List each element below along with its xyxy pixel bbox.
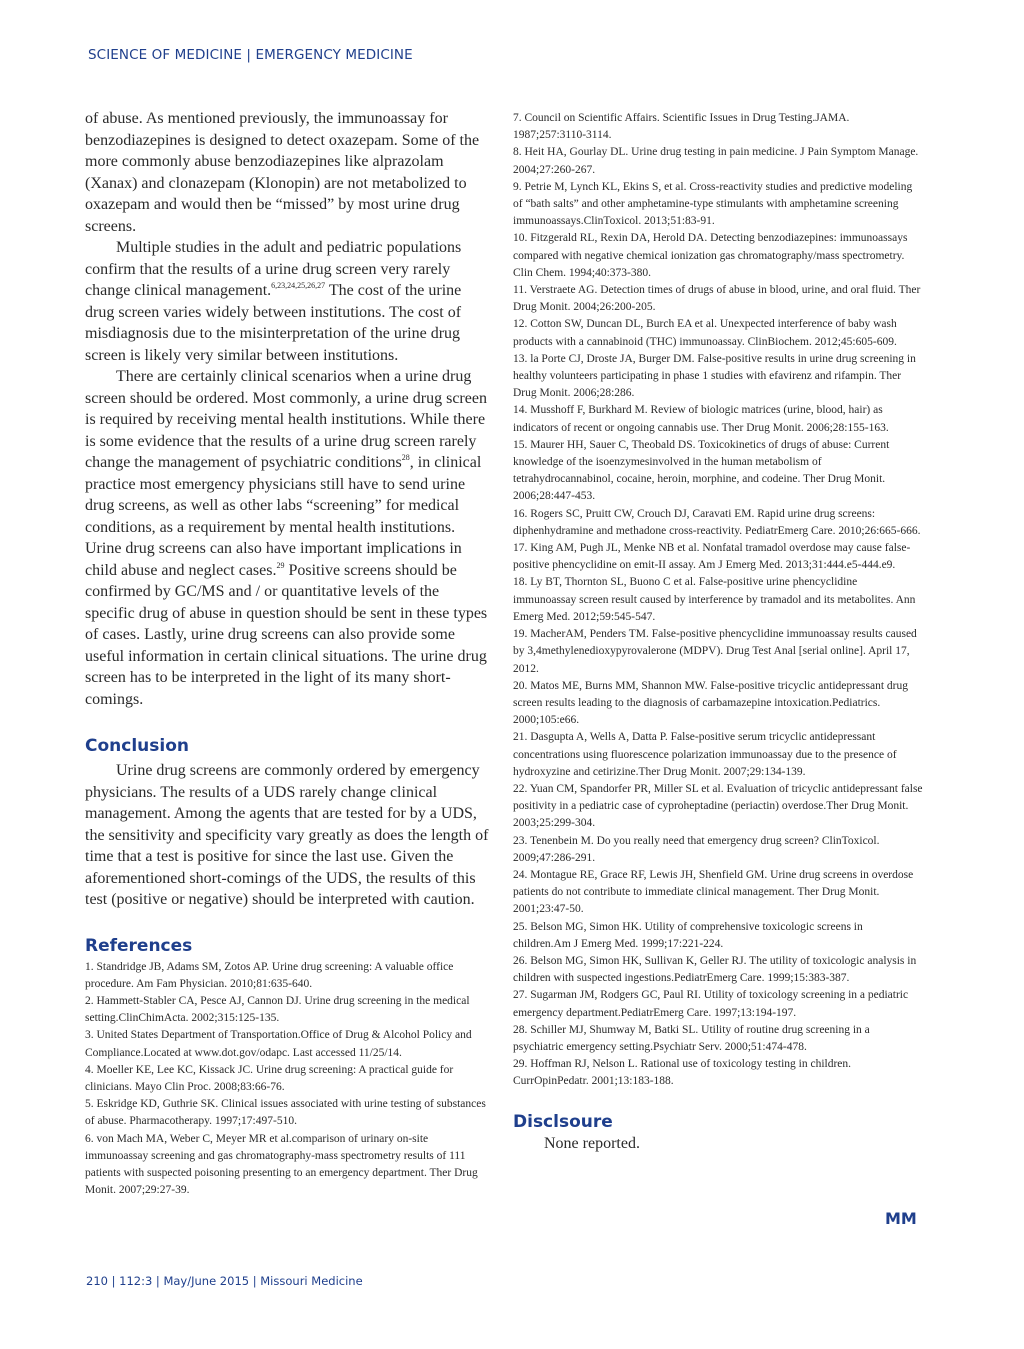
- reference-list-left: [85, 959, 490, 1200]
- reference-item: 24. Montague RE, Grace RF, Lewis JH, Shenfield GM. Urine drug screens in overdose patients do not contribute to immediate clinical management. Ther Drug Monit. 2001;23:47-50.: [513, 868, 914, 916]
- disclosure-text: None reported.: [544, 1134, 640, 1152]
- reference-item: 27. Sugarman JM, Rodgers GC, Paul RI. Utility of toxicology screening in a pediatric emergency department.PediatrEmerg Care. 1997;13:194-197.: [513, 989, 909, 1019]
- reference-item: 25. Belson MG, Simon HK. Utility of comprehensive toxicologic screens in children.Am J Emerg Med. 1999;17:221-224.: [513, 920, 863, 950]
- reference-item: 28. Schiller MJ, Shumway M, Batki SL. Utility of routine drug screening in a psychiatric emergency setting.Psychiatr Serv. 2000;51:474-478.: [513, 1023, 870, 1053]
- reference-item: 12. Cotton SW, Duncan DL, Burch EA et al. Unexpected interference of baby wash products with a cannabinoid (THC) immunoassay. ClinBiochem. 2012;45:605-609.: [513, 318, 897, 348]
- conclusion-paragraph: Urine drug screens are commonly ordered by emergency physicians. The results of a UDS rarely change clinical management. Among the agents that are tested for by a UDS, the sensitivity and specificity vary greatly as does the length of time that a test is positive for since the last use. Given the aforementioned short-comings of the UDS, the results of this test (positive or negative) should be interpreted with caution.: [85, 762, 489, 908]
- paragraph-text: The cost of the urine drug screen varies widely between institutions. The cost of misdiagnosis due to the misinterpretation of the urine drug screen is likely very similar between institutions.: [85, 282, 462, 364]
- paragraph-text: There are certainly clinical scenarios when a urine drug screen should be ordered. Most commonly, a urine drug screen is required by receiving mental health institutions. While there is some evidence that the results of a urine drug screen rarely change the management of psychiatric conditions: [85, 368, 487, 471]
- reference-item: 8. Heit HA, Gourlay DL. Urine drug testing in pain medicine. J Pain Symptom Manage. 2004;27:260-267.: [513, 146, 919, 176]
- disclosure-heading: Disclsoure: [513, 1111, 613, 1132]
- reference-item: 2. Hammett-Stabler CA, Pesce AJ, Cannon DJ. Urine drug screening in the medical setting.ClinChimActa. 2002;315:125-135.: [85, 994, 470, 1025]
- citation-superscript: 28: [401, 453, 410, 462]
- reference-item: 5. Eskridge KD, Guthrie SK. Clinical issues associated with urine testing of substances of abuse. Pharmacotherapy. 1997;17:497-510.: [85, 1098, 486, 1128]
- reference-item: 9. Petrie M, Lynch KL, Ekins S, et al. Cross-reactivity studies and predictive modeling of “bath salts” and other amphetamine-type stimulants with amphetamine screening immunoassays.ClinToxicol. 2013;51:83-91.: [513, 180, 913, 228]
- running-head: SCIENCE OF MEDICINE | EMERGENCY MEDICINE: [88, 47, 413, 63]
- reference-item: 21. Dasgupta A, Wells A, Datta P. False-positive serum tricyclic antidepressant concentrations using fluorescence polarization immunoassay due to the presence of hydroxyzine and cetirizine.Ther Drug Monit. 2007;29:134-139.: [513, 731, 897, 778]
- left-column: [85, 108, 490, 1199]
- reference-item: 22. Yuan CM, Spandorfer PR, Miller SL et al. Evaluation of tricyclic antidepressant false positivity in a pediatric case of cyproheptadine (periactin) overdose.Ther Drug Monit. 2003;25:299-304.: [513, 782, 923, 830]
- body-paragraph: [85, 366, 490, 710]
- paragraph-text: Positive screens should be confirmed by GC/MS and / or quantitative levels of the specific drug of abuse in question should be sent in these types of cases. Lastly, urine drug screens can also provide some useful information in certain clinical situations. The urine drug screen has to be interpreted in the light of its many short-comings.: [85, 561, 488, 708]
- reference-item: 26. Belson MG, Simon HK, Sullivan K, Geller RJ. The utility of toxicologic analysis in children with suspected ingestions.PediatrEmerg Care. 1999;15:383-387.: [513, 954, 917, 985]
- reference-item: 17. King AM, Pugh JL, Menke NB et al. Nonfatal tramadol overdose may cause false-positive phencyclidine on emit-II assay. Am J Emerg Med. 2013;31:444.e5-444.e9.: [513, 542, 911, 572]
- reference-item: 23. Tenenbein M. Do you really need that emergency drug screen? ClinToxicol. 2009;47:286-291.: [513, 834, 880, 864]
- page-footer: 210 | 112:3 | May/June 2015 | Missouri Medicine: [86, 1274, 363, 1288]
- reference-item: 7. Council on Scientific Affairs. Scientific Issues in Drug Testing.JAMA. 1987;257:3110-3114.: [513, 112, 850, 142]
- reference-item: 16. Rogers SC, Pruitt CW, Crouch DJ, Caravati EM. Rapid urine drug screens: diphenhydramine and methadone cross-reactivity. PediatrEmerg Care. 2010;26:665-666.: [513, 507, 921, 537]
- reference-item: 29. Hoffman RJ, Nelson L. Rational use of toxicology testing in children. CurrOpinPedatr. 2001;13:183-188.: [513, 1058, 852, 1088]
- reference-item: 1. Standridge JB, Adams SM, Zotos AP. Urine drug screening: A valuable office procedure. Am Fam Physician. 2010;81:635-640.: [85, 960, 454, 990]
- reference-item: 19. MacherAM, Penders TM. False-positive phencyclidine immunoassay results caused by 3,4methylenedioxypyrovalerone (MDPV). Drug Test Anal [serial online]. April 17, 2012.: [513, 628, 917, 675]
- reference-item: 3. United States Department of Transportation.Office of Drug & Alcohol Policy and Compliance.Located at www.dot.gov/odapc. Last accessed 11/25/14.: [85, 1029, 472, 1059]
- references-heading: References: [85, 935, 193, 956]
- reference-item: 14. Musshoff F, Burkhard M. Review of biologic matrices (urine, blood, hair) as indicators of recent or ongoing cannabis use. Ther Drug Monit. 2006;28:155-163.: [513, 404, 889, 434]
- reference-item: 15. Maurer HH, Sauer C, Theobald DS. Toxicokinetics of drugs of abuse: Current knowledge of the isoenzymesinvolved in the human metabolism of tetrahydrocannabinol, cocaine, heroin, morphine, and codeine. Ther Drug Monit. 2006;28:447-453.: [513, 438, 890, 503]
- reference-item: 13. la Porte CJ, Droste JA, Burger DM. False-positive results in urine drug screening in healthy volunteers participating in phase 1 studies with efavirenz and rifampin. Ther Drug Monit. 2006;28:286.: [513, 352, 916, 400]
- reference-item: 10. Fitzgerald RL, Rexin DA, Herold DA. Detecting benzodiazepines: immunoassays compared with negative chemical ionization gas chromatography/mass spectrometry. Clin Chem. 1994;40:373-380.: [513, 232, 908, 279]
- reference-item: 4. Moeller KE, Lee KC, Kissack JC. Urine drug screening: A practical guide for clinicians. Mayo Clin Proc. 2008;83:66-76.: [85, 1063, 454, 1093]
- citation-superscript: 6,23,24,25,26,27: [271, 281, 326, 290]
- missouri-medicine-logo: MM: [885, 1209, 917, 1228]
- reference-list-right: [513, 110, 923, 1091]
- reference-item: 11. Verstraete AG. Detection times of drugs of abuse in blood, urine, and oral fluid. Ther Drug Monit. 2004;26:200-205.: [513, 284, 921, 314]
- right-column: [513, 110, 923, 1154]
- body-paragraph: of abuse. As mentioned previously, the immunoassay for benzodiazepines is designed to detect oxazepam. Some of the more commonly abuse benzodiazepines like alprazolam (Xanax) and clonazepam (Klonopin) are not metabolized to oxazepam and would then be “missed” by most urine drug screens.: [85, 110, 480, 235]
- paragraph-text: Multiple studies in the adult and pediatric populations confirm that the results of a urine drug screen very rarely change clinical management.: [85, 239, 462, 299]
- paragraph-text: , in clinical practice most emergency physicians still have to send urine drug screens, as well as other labs “screening” for medical conditions, as a requirement by mental health institutions. Urine drug screens can also have important implications in child abuse and neglect cases.: [85, 454, 482, 579]
- citation-superscript: 29: [276, 560, 285, 570]
- body-paragraph: [85, 237, 490, 366]
- reference-item: 20. Matos ME, Burns MM, Shannon MW. False-positive tricyclic antidepressant drug screen results leading to the diagnosis of carbamazepine intoxication.Pediatrics. 2000;105:e66.: [513, 679, 909, 727]
- conclusion-heading: Conclusion: [85, 736, 189, 756]
- reference-item: 6. von Mach MA, Weber C, Meyer MR et al.comparison of urinary on-site immunoassay screening and gas chromatography-mass spectrometry results of 111 patients with suspected poisoning presenting to an emergency department. Ther Drug Monit. 2007;29:27-39.: [85, 1132, 478, 1197]
- reference-item: 18. Ly BT, Thornton SL, Buono C et al. False-positive urine phencyclidine immunoassay screen result caused by interference by tramadol and its metabolites. Ann Emerg Med. 2012;59:545-547.: [513, 576, 916, 623]
